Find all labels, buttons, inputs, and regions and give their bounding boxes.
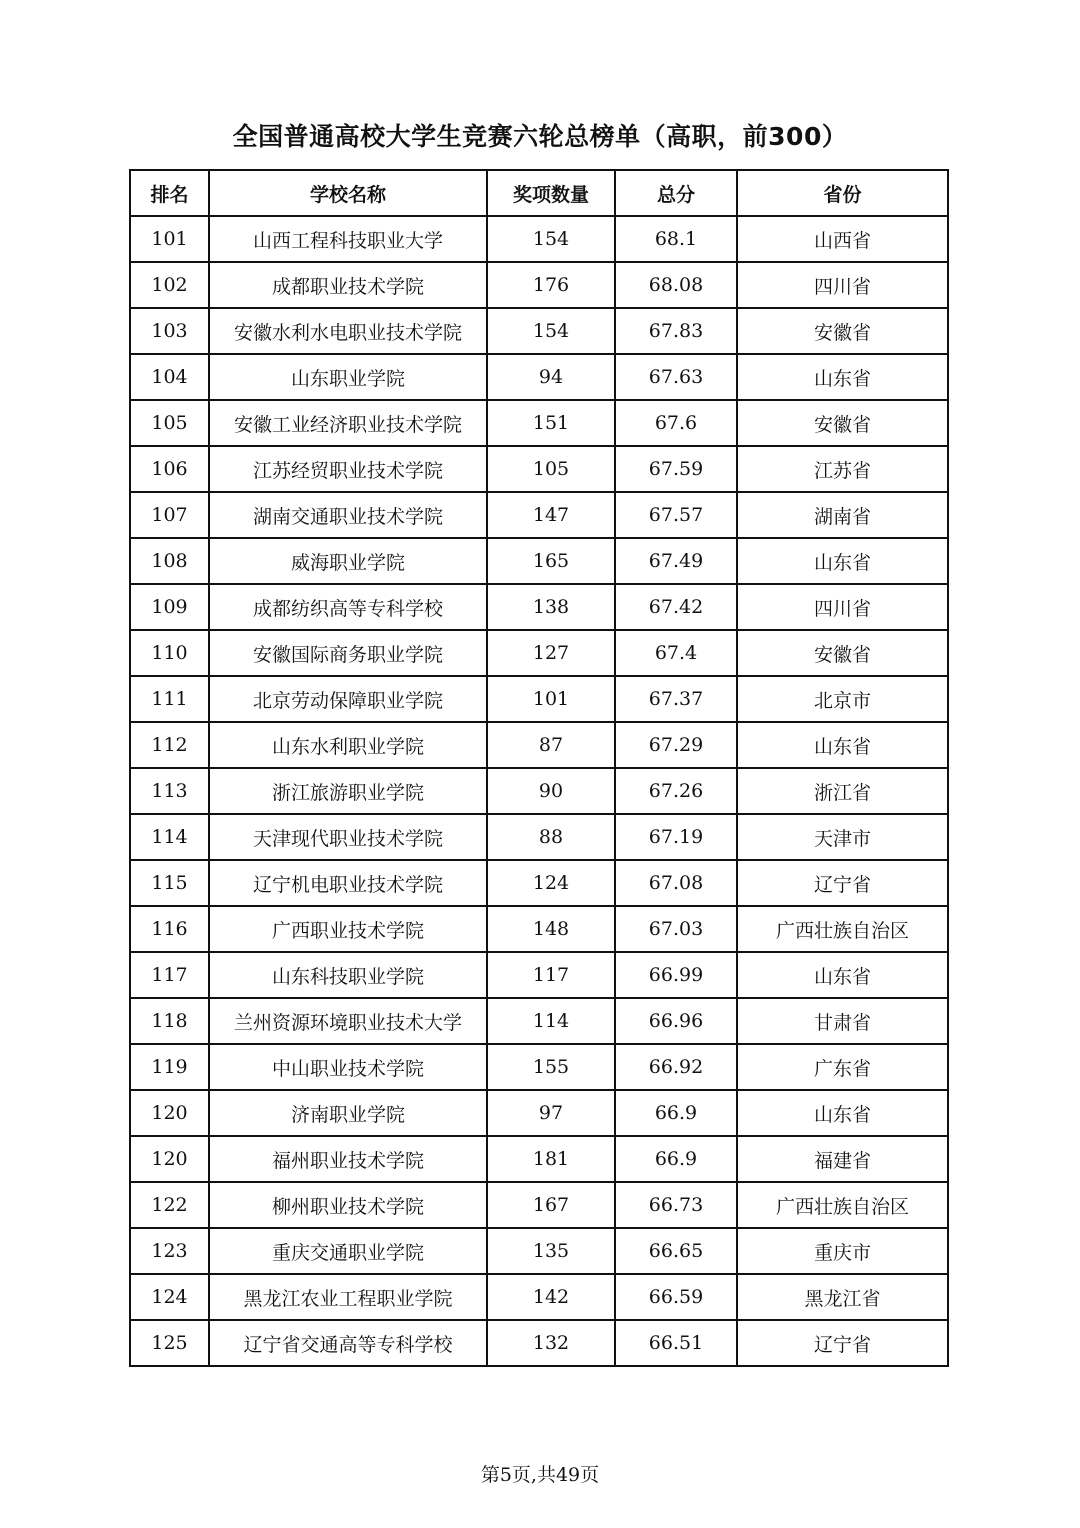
table-row bbox=[130, 400, 948, 446]
table-row bbox=[130, 952, 948, 998]
table-row bbox=[130, 906, 948, 952]
cell-award-count: 181 bbox=[487, 1136, 615, 1182]
cell-school-name: 山东科技职业学院 bbox=[209, 952, 487, 998]
cell-total-score: 67.08 bbox=[615, 860, 737, 906]
cell-rank: 120 bbox=[130, 1136, 209, 1182]
cell-rank: 119 bbox=[130, 1044, 209, 1090]
cell-province: 广东省 bbox=[737, 1044, 948, 1090]
cell-rank: 117 bbox=[130, 952, 209, 998]
cell-total-score: 66.9 bbox=[615, 1090, 737, 1136]
table-row bbox=[130, 1044, 948, 1090]
cell-province: 黑龙江省 bbox=[737, 1274, 948, 1320]
table-row bbox=[130, 354, 948, 400]
cell-school-name: 广西职业技术学院 bbox=[209, 906, 487, 952]
cell-province: 山东省 bbox=[737, 1090, 948, 1136]
cell-school-name: 济南职业学院 bbox=[209, 1090, 487, 1136]
cell-award-count: 135 bbox=[487, 1228, 615, 1274]
cell-rank: 120 bbox=[130, 1090, 209, 1136]
cell-award-count: 167 bbox=[487, 1182, 615, 1228]
cell-province: 山东省 bbox=[737, 722, 948, 768]
page-indicator: 第5页,共49页 bbox=[480, 1464, 600, 1486]
table-row bbox=[130, 1182, 948, 1228]
table-row bbox=[130, 1274, 948, 1320]
cell-award-count: 176 bbox=[487, 262, 615, 308]
cell-total-score: 66.99 bbox=[615, 952, 737, 998]
cell-rank: 114 bbox=[130, 814, 209, 860]
table-row bbox=[130, 1320, 948, 1366]
cell-school-name: 福州职业技术学院 bbox=[209, 1136, 487, 1182]
cell-school-name: 山东职业学院 bbox=[209, 354, 487, 400]
cell-total-score: 67.57 bbox=[615, 492, 737, 538]
cell-rank: 110 bbox=[130, 630, 209, 676]
cell-school-name: 成都职业技术学院 bbox=[209, 262, 487, 308]
cell-total-score: 67.6 bbox=[615, 400, 737, 446]
cell-rank: 104 bbox=[130, 354, 209, 400]
cell-award-count: 138 bbox=[487, 584, 615, 630]
cell-total-score: 66.96 bbox=[615, 998, 737, 1044]
ranking-table bbox=[129, 169, 949, 1367]
cell-award-count: 117 bbox=[487, 952, 615, 998]
cell-total-score: 67.29 bbox=[615, 722, 737, 768]
cell-rank: 113 bbox=[130, 768, 209, 814]
cell-total-score: 67.83 bbox=[615, 308, 737, 354]
cell-total-score: 68.1 bbox=[615, 216, 737, 262]
cell-province: 天津市 bbox=[737, 814, 948, 860]
cell-award-count: 94 bbox=[487, 354, 615, 400]
cell-province: 北京市 bbox=[737, 676, 948, 722]
cell-rank: 105 bbox=[130, 400, 209, 446]
cell-total-score: 67.03 bbox=[615, 906, 737, 952]
cell-award-count: 132 bbox=[487, 1320, 615, 1366]
cell-school-name: 江苏经贸职业技术学院 bbox=[209, 446, 487, 492]
cell-school-name: 浙江旅游职业学院 bbox=[209, 768, 487, 814]
table-row bbox=[130, 630, 948, 676]
header-province: 省份 bbox=[737, 170, 948, 216]
cell-rank: 118 bbox=[130, 998, 209, 1044]
cell-province: 山东省 bbox=[737, 952, 948, 998]
cell-award-count: 105 bbox=[487, 446, 615, 492]
cell-school-name: 天津现代职业技术学院 bbox=[209, 814, 487, 860]
cell-province: 辽宁省 bbox=[737, 860, 948, 906]
cell-school-name: 北京劳动保障职业学院 bbox=[209, 676, 487, 722]
cell-rank: 103 bbox=[130, 308, 209, 354]
cell-total-score: 66.59 bbox=[615, 1274, 737, 1320]
cell-rank: 102 bbox=[130, 262, 209, 308]
cell-school-name: 安徽国际商务职业学院 bbox=[209, 630, 487, 676]
cell-rank: 109 bbox=[130, 584, 209, 630]
cell-province: 广西壮族自治区 bbox=[737, 1182, 948, 1228]
cell-school-name: 安徽水利水电职业技术学院 bbox=[209, 308, 487, 354]
cell-award-count: 151 bbox=[487, 400, 615, 446]
cell-school-name: 湖南交通职业技术学院 bbox=[209, 492, 487, 538]
table-row bbox=[130, 722, 948, 768]
cell-school-name: 辽宁省交通高等专科学校 bbox=[209, 1320, 487, 1366]
cell-rank: 115 bbox=[130, 860, 209, 906]
cell-province: 安徽省 bbox=[737, 400, 948, 446]
cell-school-name: 山东水利职业学院 bbox=[209, 722, 487, 768]
cell-award-count: 148 bbox=[487, 906, 615, 952]
table-row bbox=[130, 860, 948, 906]
cell-total-score: 66.9 bbox=[615, 1136, 737, 1182]
cell-award-count: 124 bbox=[487, 860, 615, 906]
cell-province: 安徽省 bbox=[737, 630, 948, 676]
cell-province: 重庆市 bbox=[737, 1228, 948, 1274]
table-row bbox=[130, 768, 948, 814]
cell-province: 江苏省 bbox=[737, 446, 948, 492]
header-award-count: 奖项数量 bbox=[487, 170, 615, 216]
cell-province: 浙江省 bbox=[737, 768, 948, 814]
cell-school-name: 重庆交通职业学院 bbox=[209, 1228, 487, 1274]
cell-school-name: 成都纺织高等专科学校 bbox=[209, 584, 487, 630]
table-row bbox=[130, 492, 948, 538]
cell-award-count: 87 bbox=[487, 722, 615, 768]
cell-rank: 108 bbox=[130, 538, 209, 584]
cell-total-score: 67.49 bbox=[615, 538, 737, 584]
cell-province: 安徽省 bbox=[737, 308, 948, 354]
cell-rank: 125 bbox=[130, 1320, 209, 1366]
cell-province: 山东省 bbox=[737, 354, 948, 400]
table-row bbox=[130, 1136, 948, 1182]
table-row bbox=[130, 262, 948, 308]
table-row bbox=[130, 814, 948, 860]
cell-total-score: 67.26 bbox=[615, 768, 737, 814]
cell-province: 辽宁省 bbox=[737, 1320, 948, 1366]
cell-rank: 112 bbox=[130, 722, 209, 768]
cell-total-score: 66.73 bbox=[615, 1182, 737, 1228]
cell-award-count: 88 bbox=[487, 814, 615, 860]
cell-school-name: 中山职业技术学院 bbox=[209, 1044, 487, 1090]
cell-total-score: 66.65 bbox=[615, 1228, 737, 1274]
cell-total-score: 66.51 bbox=[615, 1320, 737, 1366]
cell-award-count: 155 bbox=[487, 1044, 615, 1090]
cell-school-name: 安徽工业经济职业技术学院 bbox=[209, 400, 487, 446]
cell-award-count: 147 bbox=[487, 492, 615, 538]
cell-total-score: 66.92 bbox=[615, 1044, 737, 1090]
cell-school-name: 辽宁机电职业技术学院 bbox=[209, 860, 487, 906]
table-row bbox=[130, 1090, 948, 1136]
cell-total-score: 67.37 bbox=[615, 676, 737, 722]
cell-award-count: 114 bbox=[487, 998, 615, 1044]
table-row bbox=[130, 446, 948, 492]
table-row bbox=[130, 538, 948, 584]
cell-total-score: 67.63 bbox=[615, 354, 737, 400]
cell-province: 四川省 bbox=[737, 262, 948, 308]
cell-rank: 107 bbox=[130, 492, 209, 538]
cell-province: 四川省 bbox=[737, 584, 948, 630]
cell-award-count: 142 bbox=[487, 1274, 615, 1320]
cell-rank: 106 bbox=[130, 446, 209, 492]
cell-province: 广西壮族自治区 bbox=[737, 906, 948, 952]
table-row bbox=[130, 998, 948, 1044]
table-row bbox=[130, 308, 948, 354]
cell-school-name: 山西工程科技职业大学 bbox=[209, 216, 487, 262]
cell-rank: 116 bbox=[130, 906, 209, 952]
cell-award-count: 154 bbox=[487, 308, 615, 354]
cell-rank: 123 bbox=[130, 1228, 209, 1274]
cell-province: 湖南省 bbox=[737, 492, 948, 538]
cell-school-name: 黑龙江农业工程职业学院 bbox=[209, 1274, 487, 1320]
header-school-name: 学校名称 bbox=[209, 170, 487, 216]
table-header-row bbox=[130, 170, 948, 216]
cell-province: 福建省 bbox=[737, 1136, 948, 1182]
cell-rank: 111 bbox=[130, 676, 209, 722]
cell-total-score: 67.59 bbox=[615, 446, 737, 492]
cell-total-score: 67.4 bbox=[615, 630, 737, 676]
page-title: 全国普通高校大学生竞赛六轮总榜单（高职，前300） bbox=[232, 122, 848, 151]
cell-school-name: 兰州资源环境职业技术大学 bbox=[209, 998, 487, 1044]
cell-award-count: 165 bbox=[487, 538, 615, 584]
table-body bbox=[130, 216, 948, 1366]
cell-school-name: 柳州职业技术学院 bbox=[209, 1182, 487, 1228]
cell-award-count: 101 bbox=[487, 676, 615, 722]
cell-rank: 124 bbox=[130, 1274, 209, 1320]
cell-rank: 101 bbox=[130, 216, 209, 262]
cell-award-count: 127 bbox=[487, 630, 615, 676]
header-rank: 排名 bbox=[130, 170, 209, 216]
cell-award-count: 154 bbox=[487, 216, 615, 262]
cell-total-score: 67.19 bbox=[615, 814, 737, 860]
cell-total-score: 68.08 bbox=[615, 262, 737, 308]
table-row bbox=[130, 216, 948, 262]
table-row bbox=[130, 1228, 948, 1274]
cell-school-name: 威海职业学院 bbox=[209, 538, 487, 584]
cell-total-score: 67.42 bbox=[615, 584, 737, 630]
table-row bbox=[130, 676, 948, 722]
cell-award-count: 97 bbox=[487, 1090, 615, 1136]
header-total-score: 总分 bbox=[615, 170, 737, 216]
cell-province: 甘肃省 bbox=[737, 998, 948, 1044]
table-row bbox=[130, 584, 948, 630]
cell-province: 山东省 bbox=[737, 538, 948, 584]
cell-rank: 122 bbox=[130, 1182, 209, 1228]
cell-award-count: 90 bbox=[487, 768, 615, 814]
cell-province: 山西省 bbox=[737, 216, 948, 262]
